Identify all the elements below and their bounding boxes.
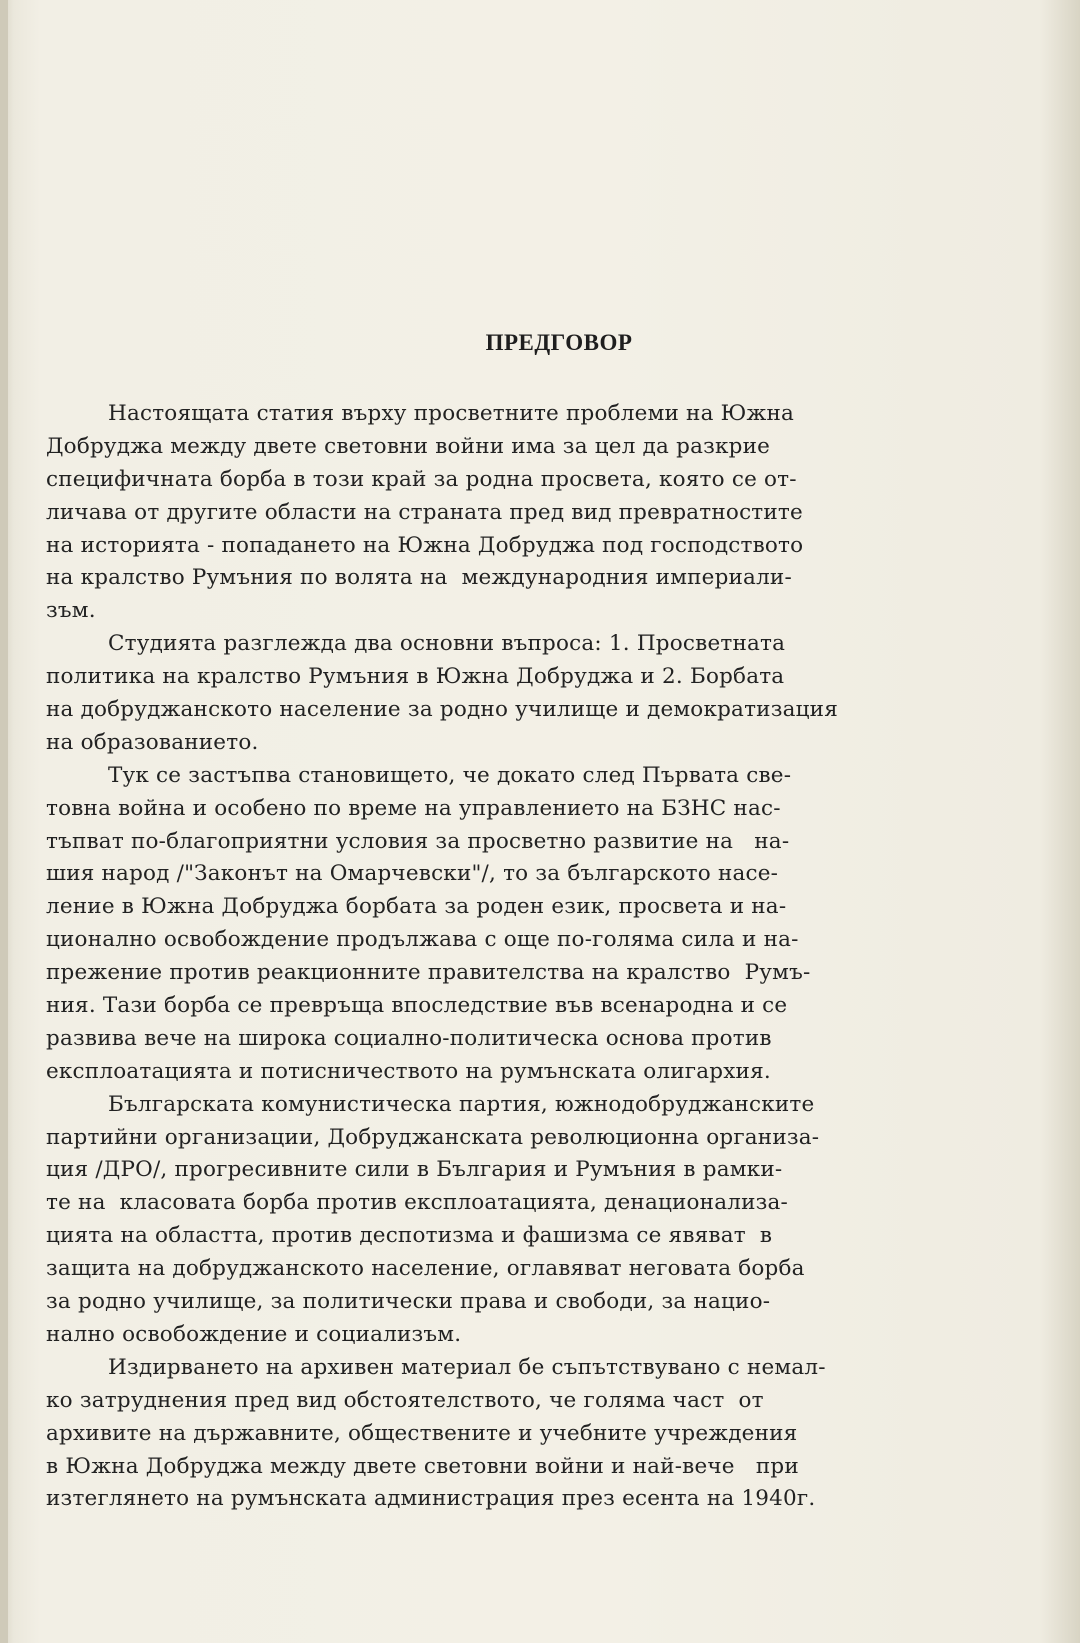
text-line: защита на добруджанското население, оглавяват неговата борба bbox=[46, 1256, 805, 1282]
text-line: Студията разглежда два основни въпроса: 1. Просветната bbox=[108, 631, 786, 657]
text-line: зъм. bbox=[46, 598, 96, 624]
text-line: Тук се застъпва становището, че докато след Първата све- bbox=[108, 762, 792, 788]
text-line: на историята - попадането на Южна Добруджа под господството bbox=[46, 532, 804, 558]
text-line: в Южна Добруджа между двете световни войни и най-вече при bbox=[46, 1453, 799, 1479]
text-line: ление в Южна Добруджа борбата за роден език, просвета и на- bbox=[46, 894, 787, 920]
text-line: за родно училище, за политически права и свободи, за нацио- bbox=[46, 1289, 771, 1315]
text-line: развива вече на широка социално-политическа основа против bbox=[46, 1025, 772, 1051]
text-line: цията на областта, против деспотизма и фашизма се явяват в bbox=[46, 1223, 773, 1249]
text-line: на кралство Румъния по волята на международния империали- bbox=[46, 565, 792, 591]
text-line: нално освобождение и социализъм. bbox=[46, 1321, 462, 1347]
text-line: ционално освобождение продължава с още по-голяма сила и на- bbox=[46, 927, 799, 953]
text-line: те на класовата борба против експлоатацията, денационализа- bbox=[46, 1190, 789, 1216]
text-line: специфичната борба в този край за родна просвета, която се от- bbox=[46, 466, 797, 492]
page-binding-edge bbox=[0, 0, 8, 1643]
body-text bbox=[46, 398, 1046, 1516]
text-line: Добруджа между двете световни войни има за цел да разкрие bbox=[46, 433, 771, 459]
text-line: експлоатацията и потисничеството на румънската олигархия. bbox=[46, 1058, 771, 1084]
text-line: шия народ /"Законът на Омарчевски"/, то за българското насе- bbox=[46, 861, 779, 887]
text-line: ния. Тази борба се превръща впоследствие във всенародна и се bbox=[46, 993, 788, 1019]
text-line: тъпват по-благоприятни условия за просветно развитие на на- bbox=[46, 828, 790, 854]
text-line: прежение против реакционните правителства на кралство Румъ- bbox=[46, 960, 811, 986]
text-line: ция /ДРО/, прогресивните сили в България и Румъния в рамки- bbox=[46, 1157, 783, 1183]
text-line: на добруджанското население за родно училище и демократизация bbox=[46, 697, 838, 723]
text-line: личава от другите области на страната пред вид превратностите bbox=[46, 499, 803, 525]
page-title: ПРЕДГОВОР bbox=[485, 330, 633, 355]
text-line: ко затруднения пред вид обстоятелството, че голяма част от bbox=[46, 1387, 764, 1413]
text-line: Издирването на архивен материал бе съпътствувано с немал- bbox=[108, 1354, 826, 1380]
text-line: товна война и особено по време на управлението на БЗНС нас- bbox=[46, 795, 781, 821]
text-line: на образованието. bbox=[46, 729, 259, 755]
text-line: Българската комунистическа партия, южнодобруджанските bbox=[108, 1091, 815, 1117]
text-line: Настоящата статия върху просветните проблеми на Южна bbox=[108, 401, 795, 426]
text-line: партийни организации, Добруджанската революционна организа- bbox=[46, 1124, 820, 1150]
text-line: политика на кралство Румъния в Южна Добруджа и 2. Борбата bbox=[46, 664, 785, 690]
text-line: архивите на държавните, обществените и учебните учреждения bbox=[46, 1420, 798, 1446]
text-line: изтеглянето на румънската администрация през есента на 1940г. bbox=[46, 1486, 816, 1512]
